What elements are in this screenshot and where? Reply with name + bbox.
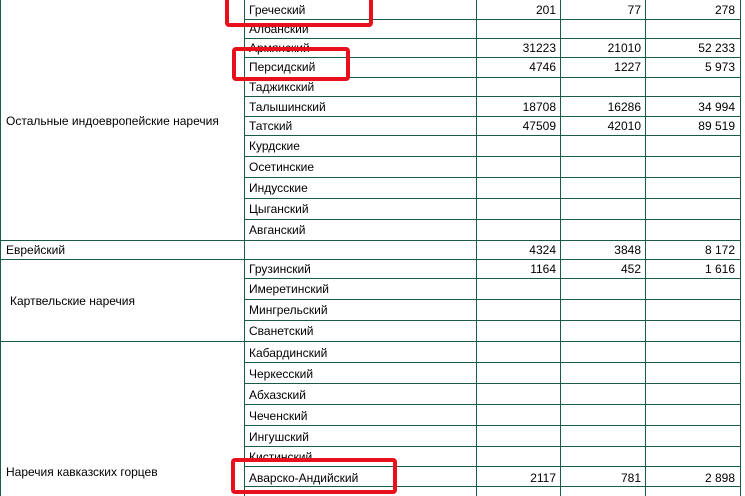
group-label-caucasian: Наречия кавказских горцев <box>6 465 158 479</box>
value-female: 452 <box>620 262 641 276</box>
language-name: Чеченский <box>249 409 308 423</box>
value-female: 3848 <box>614 243 641 257</box>
highlight-box-greek <box>225 0 373 27</box>
language-name: Талышинский <box>249 100 326 114</box>
value-male: 4324 <box>529 243 556 257</box>
language-name: Индусские <box>249 181 308 195</box>
language-name: Кабардинский <box>249 346 328 360</box>
language-name: Таджикский <box>249 80 315 94</box>
group-label-kartvelian: Картвельские наречия <box>10 294 136 308</box>
value-male: 4746 <box>529 60 556 74</box>
highlight-box-avar-andi <box>231 458 397 494</box>
language-name: Персидский <box>249 60 316 74</box>
value-total: 89 519 <box>698 119 735 133</box>
value-male: 1164 <box>530 262 556 276</box>
value-female: 781 <box>620 471 641 485</box>
language-name: Курдские <box>249 139 300 153</box>
value-female: 1227 <box>614 60 641 74</box>
value-total: 34 994 <box>698 100 735 114</box>
value-male: 18708 <box>522 100 556 114</box>
value-total: 278 <box>714 3 735 17</box>
language-name: Греческий <box>249 3 306 17</box>
group-label-jewish: Еврейский <box>6 243 66 257</box>
value-female: 77 <box>627 3 641 17</box>
language-name: Сванетский <box>249 324 314 338</box>
value-male: 2117 <box>530 471 556 485</box>
value-male: 47509 <box>522 119 556 133</box>
language-name: Абхазский <box>249 388 306 402</box>
language-name: Аварско-Андийский <box>249 471 359 485</box>
group-label-indo-european: Остальные индоевропейские наречия <box>6 114 219 128</box>
value-female: 21010 <box>607 41 641 55</box>
language-name: Армянский <box>249 41 310 55</box>
value-total: 1 616 <box>704 262 735 276</box>
value-female: 42010 <box>607 119 641 133</box>
value-total: 2 898 <box>704 471 735 485</box>
language-name: Ингушский <box>249 430 309 444</box>
value-male: 31223 <box>522 41 556 55</box>
highlight-box-persian <box>232 47 350 81</box>
value-total: 52 233 <box>698 41 735 55</box>
language-name: Татский <box>249 119 293 133</box>
language-name: Авганский <box>249 223 306 237</box>
language-name: Мингрельский <box>249 303 328 317</box>
language-name: Осетинские <box>249 160 315 174</box>
value-female: 16286 <box>607 100 641 114</box>
language-name: Грузинский <box>249 262 311 276</box>
language-name: Кистинский <box>249 450 313 464</box>
language-name: Имеретинский <box>249 282 329 296</box>
language-name: Албанский <box>249 22 309 36</box>
value-male: 201 <box>535 3 556 17</box>
value-total: 5 973 <box>704 60 735 74</box>
language-name: Черкесский <box>249 367 314 381</box>
value-total: 8 172 <box>704 243 735 257</box>
language-name: Цыганский <box>249 202 309 216</box>
